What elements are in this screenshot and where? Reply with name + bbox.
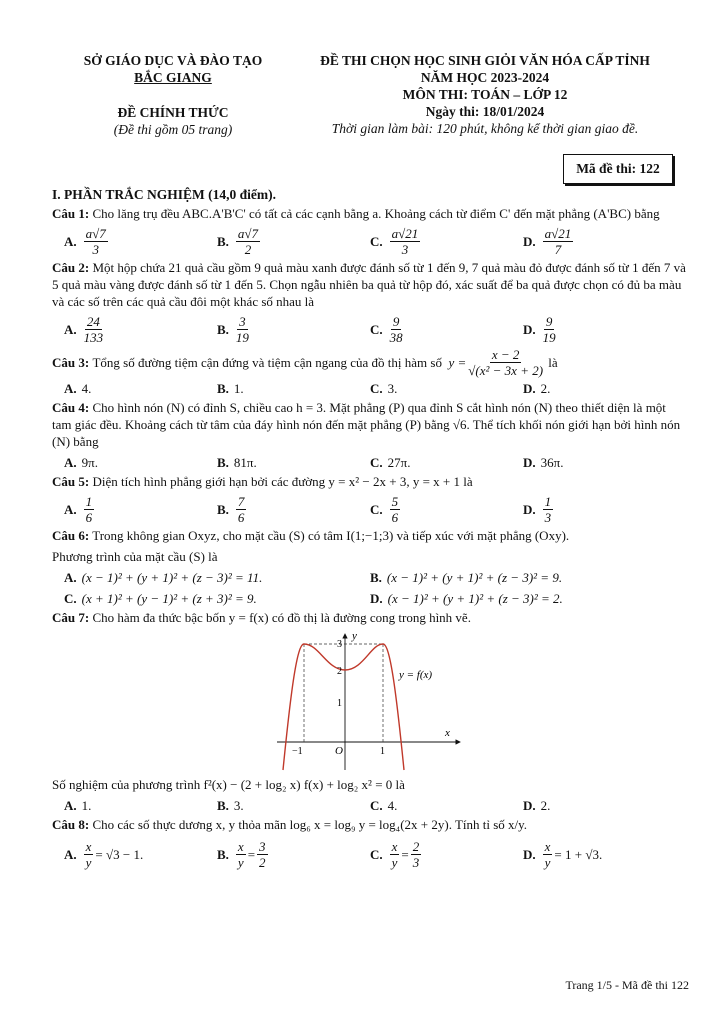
question-label: Câu 3: — [52, 355, 90, 370]
page-footer: Trang 1/5 - Mã đề thi 122 — [565, 978, 689, 992]
time-note: Thời gian làm bài: 120 phút, không kể thời gian giao đề. — [331, 121, 639, 136]
exam-title: ĐỀ THI CHỌN HỌC SINH GIỎI VĂN HÓA CẤP TỈNH — [320, 53, 650, 68]
options-q6-ab — [52, 569, 688, 586]
option-b[interactable]: B. $\frac{a√7}{2}$ — [217, 226, 259, 257]
option-a[interactable]: A. (x − 1)² + (y + 1)² + (z − 3)² = 11. — [64, 570, 263, 585]
question-text: Tổng số đường tiệm cận đứng và tiệm cận ngang của đồ thị hàm số — [92, 355, 442, 370]
school-year: NĂM HỌC 2023-2024 — [420, 70, 550, 85]
option-b[interactable]: B. $\frac{7}{6}$ — [217, 494, 245, 525]
question-5 — [52, 473, 688, 490]
option-a[interactable]: A. 9π. — [64, 455, 98, 470]
question-7 — [52, 609, 688, 626]
exam-code-box: Mã đề thi: 122 — [563, 154, 673, 184]
question-text: Một hộp chứa 21 quả cầu gồm 9 quả màu xanh được đánh số từ 1 đến 9, 7 quả màu đỏ được đánh số từ 1 đến 7 và 5 quả màu vàng được đánh số từ 1 đến 5. Chọn ngẫu nhiên ba quả từ hộp đó, xác suất để ba quả được chọn có đủ ba màu và các số trên các quả cầu đôi một khác số nhau là — [52, 260, 686, 309]
options-q7 — [52, 797, 688, 814]
option-c[interactable]: C. $\frac{x}{y}$ = $\frac{2}{3}$ — [370, 839, 420, 870]
options-q6-cd — [52, 590, 688, 607]
question-8 — [52, 816, 688, 833]
option-d[interactable]: D. $\frac{9}{19}$ — [523, 314, 556, 345]
curve-label: y = f(x) — [399, 669, 433, 681]
question-6-line2: Phương trình của mặt cầu (S) là — [52, 549, 218, 564]
header-right — [300, 52, 670, 137]
section-title: I. PHẦN TRẮC NGHIỆM (14,0 điểm). — [52, 187, 276, 202]
question-3 — [52, 347, 688, 378]
question-text: Diện tích hình phẳng giới hạn bởi các đường y = x² − 2x + 3, y = x + 1 là — [92, 474, 473, 489]
question-label: Câu 4: — [52, 400, 90, 415]
question-text: Cho hình nón (N) có đỉnh S, chiều cao h = 3. Mặt phẳng (P) qua đỉnh S cắt hình nón (N) theo thiết diện là một tam giác đều. Khoảng cách từ tâm của đáy hình nón đến mặt phẳng (P) bằng √6. Thể tích khối nón giới hạn bởi hình nón (N) bằng — [52, 400, 681, 449]
option-d[interactable]: D. $\frac{1}{3}$ — [523, 494, 552, 525]
options-q1 — [52, 226, 688, 257]
options-q2 — [52, 314, 688, 345]
tick-y-3: 3 — [337, 639, 342, 650]
options-q5 — [52, 494, 688, 525]
dept-line2: BẮC GIANG — [134, 70, 212, 85]
x-axis-label: x — [445, 727, 450, 739]
option-c[interactable]: C. $\frac{a√21}{3}$ — [370, 226, 419, 257]
option-b[interactable]: B. 3. — [217, 798, 244, 813]
origin-label: O — [335, 745, 343, 757]
option-d[interactable]: D. 2. — [523, 798, 551, 813]
option-b[interactable]: B. (x − 1)² + (y + 1)² + (z − 3)² = 9. — [370, 570, 563, 585]
graph-svg — [275, 630, 465, 772]
y-axis-label: y — [352, 630, 357, 642]
option-d[interactable]: D. 36π. — [523, 455, 564, 470]
option-b[interactable]: B. 1. — [217, 381, 244, 396]
tick-x-1: 1 — [380, 746, 385, 757]
dept-line1: SỞ GIÁO DỤC VÀ ĐÀO TẠO — [83, 53, 263, 68]
options-q3 — [52, 380, 688, 397]
question-text: Trong không gian Oxyz, cho mặt cầu (S) có tâm I(1;−1;3) và tiếp xúc với mặt phẳng (Oxy). — [92, 528, 570, 543]
tick-y-2: 2 — [337, 666, 342, 677]
option-d[interactable]: D. $\frac{x}{y}$ = 1 + √3. — [523, 839, 603, 870]
option-b[interactable]: B. $\frac{3}{19}$ — [217, 314, 249, 345]
options-q4 — [52, 454, 688, 471]
official-label: ĐỀ CHÍNH THỨC — [117, 105, 229, 120]
option-a[interactable]: A. 1. — [64, 798, 92, 813]
option-d[interactable]: D. (x − 1)² + (y + 1)² + (z − 3)² = 2. — [370, 591, 563, 606]
options-q8 — [52, 839, 688, 870]
option-d[interactable]: D. 2. — [523, 381, 551, 396]
option-c[interactable]: C. 27π. — [370, 455, 411, 470]
option-c[interactable]: C. 3. — [370, 381, 398, 396]
subject-line: MÔN THI: TOÁN – LỚP 12 — [402, 87, 568, 102]
option-b[interactable]: B. $\frac{x}{y}$ = $\frac{3}{2}$ — [217, 839, 266, 870]
question-label: Câu 1: — [52, 206, 90, 221]
question-tail: là — [548, 355, 558, 370]
question-6 — [52, 527, 688, 544]
question-text: Cho hàm đa thức bậc bốn y = f(x) có đồ thị là đường cong trong hình vẽ. — [92, 610, 471, 625]
exam-date: Ngày thi: 18/01/2024 — [425, 104, 545, 119]
option-c[interactable]: C. 4. — [370, 798, 398, 813]
header-left — [58, 52, 288, 138]
function-graph — [52, 630, 688, 772]
tick-y-1: 1 — [337, 698, 342, 709]
option-a[interactable]: A. 4. — [64, 381, 92, 396]
pages-note: (Đề thi gồm 05 trang) — [113, 122, 233, 137]
question-label: Câu 8: — [52, 817, 90, 832]
option-a[interactable]: A. $\frac{24}{133}$ — [64, 314, 104, 345]
question-label: Câu 6: — [52, 528, 90, 543]
question-4 — [52, 399, 688, 450]
question-1 — [52, 205, 688, 222]
question-label: Câu 2: — [52, 260, 90, 275]
question-7-line2: Số nghiệm của phương trình f²(x) − (2 + log₂ x) f(x) + log₂ x² = 0 là — [52, 777, 405, 792]
question-2 — [52, 259, 688, 310]
option-c[interactable]: C. (x + 1)² + (y − 1)² + (z + 3)² = 9. — [64, 591, 257, 606]
option-c[interactable]: C. $\frac{9}{38}$ — [370, 314, 403, 345]
question-label: Câu 7: — [52, 610, 90, 625]
question-text: Cho lăng trụ đều ABC.A'B'C' có tất cả các cạnh bằng a. Khoảng cách từ điểm C' đến mặt phẳng (A'BC) bằng — [92, 206, 660, 221]
option-a[interactable]: A. $\frac{a√7}{3}$ — [64, 226, 106, 257]
option-a[interactable]: A. $\frac{1}{6}$ — [64, 494, 93, 525]
function-fraction: $\frac{x - 2}{\text{√(x² − 3x + 2)}}$ — [468, 347, 544, 378]
exam-content — [52, 184, 688, 872]
tick-x-minus1: −1 — [292, 746, 303, 757]
function-lhs: y = — [448, 355, 467, 370]
question-text: Cho các số thực dương x, y thỏa mãn log₆ x = log₉ y = log₄(2x + 2y). Tính tỉ số x/y. — [92, 817, 528, 832]
question-label: Câu 5: — [52, 474, 90, 489]
option-b[interactable]: B. 81π. — [217, 455, 257, 470]
option-d[interactable]: D. $\frac{a√21}{7}$ — [523, 226, 572, 257]
option-c[interactable]: C. $\frac{5}{6}$ — [370, 494, 399, 525]
option-a[interactable]: A. $\frac{x}{y}$ = √3 − 1. — [64, 839, 144, 870]
